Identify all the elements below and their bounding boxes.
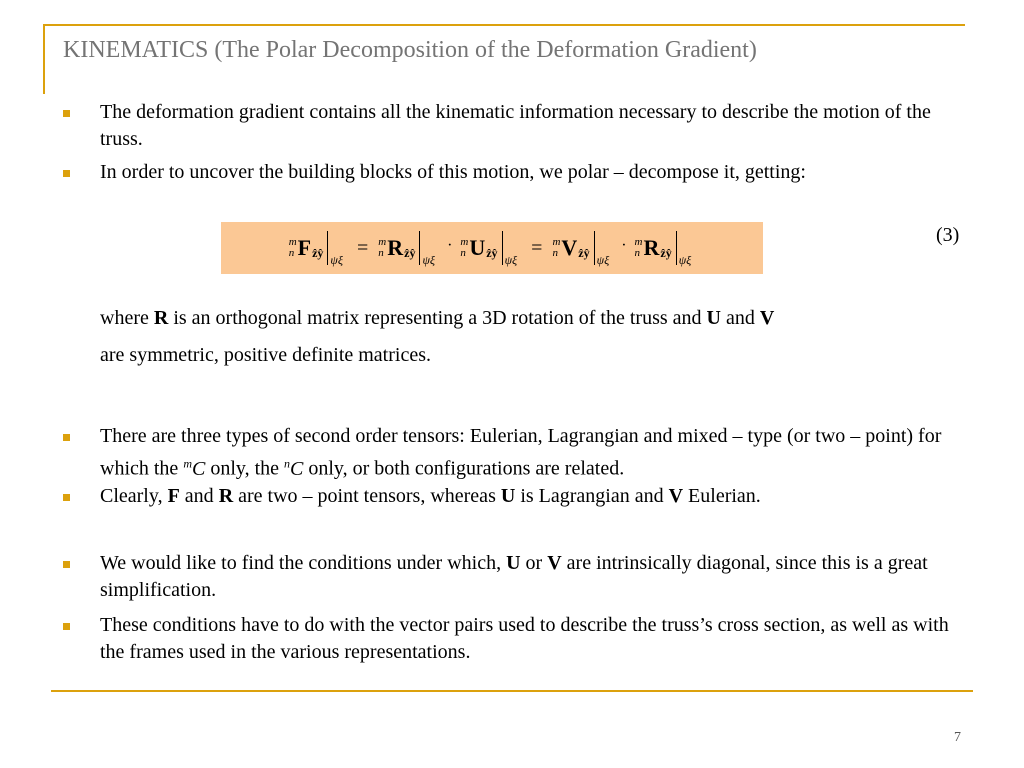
equals-sign: =	[357, 236, 369, 259]
bullet-text: These conditions have to do with the vector pairs used to describe the truss’s cross section, as well as with the frames used in the various representations.	[100, 614, 949, 663]
bullet-text: In order to uncover the building blocks of this motion, we polar – decompose it, getting:	[100, 161, 806, 183]
formula-term-R: m n R ẑŷ ψξ	[378, 231, 439, 265]
bullet-text: Clearly, F and R are two – point tensors, whereas U is Lagrangian and V Eulerian.	[100, 485, 761, 507]
bullet-marker	[63, 494, 70, 501]
bullet-text: We would like to find the conditions under which, U or V are intrinsically diagonal, since this is a great simplification.	[100, 552, 928, 601]
formula-term-R: m n R ẑŷ ψξ	[635, 231, 696, 265]
title-accent-horizontal-line	[43, 24, 965, 26]
bullet-marker	[63, 561, 70, 568]
bullet-marker	[63, 434, 70, 441]
bullet-marker	[63, 110, 70, 117]
dot-operator: ·	[447, 237, 453, 254]
formula-term-F: m n F ẑŷ ψξ	[289, 231, 347, 265]
dot-operator: ·	[621, 237, 627, 254]
slide-title: KINEMATICS (The Polar Decomposition of the Deformation Gradient)	[63, 37, 757, 63]
equals-sign: =	[531, 236, 543, 259]
bullet-marker	[63, 623, 70, 630]
equation-number: (3)	[936, 224, 960, 246]
where-explanation-line-2: are symmetric, positive definite matrices.	[100, 344, 431, 366]
where-explanation-line-1: where R is an orthogonal matrix representing a 3D rotation of the truss and U and V	[100, 307, 775, 329]
formula-term-V: m n V ẑŷ ψξ	[552, 231, 613, 265]
bullet-text: The deformation gradient contains all the kinematic information necessary to describe the motion of the truss.	[100, 101, 931, 150]
bullet-text: There are three types of second order tensors: Eulerian, Lagrangian and mixed – type (or two – point) for which the $^m$C only, the $^n$C only, or both configurations are related.	[100, 425, 942, 480]
page-number: 7	[954, 730, 961, 745]
title-accent-vertical-line	[43, 24, 45, 94]
footer-accent-line	[51, 690, 973, 692]
bullet-marker	[63, 170, 70, 177]
polar-decomposition-equation	[221, 222, 763, 274]
formula-term-U: m n U ẑŷ ψξ	[460, 231, 521, 265]
